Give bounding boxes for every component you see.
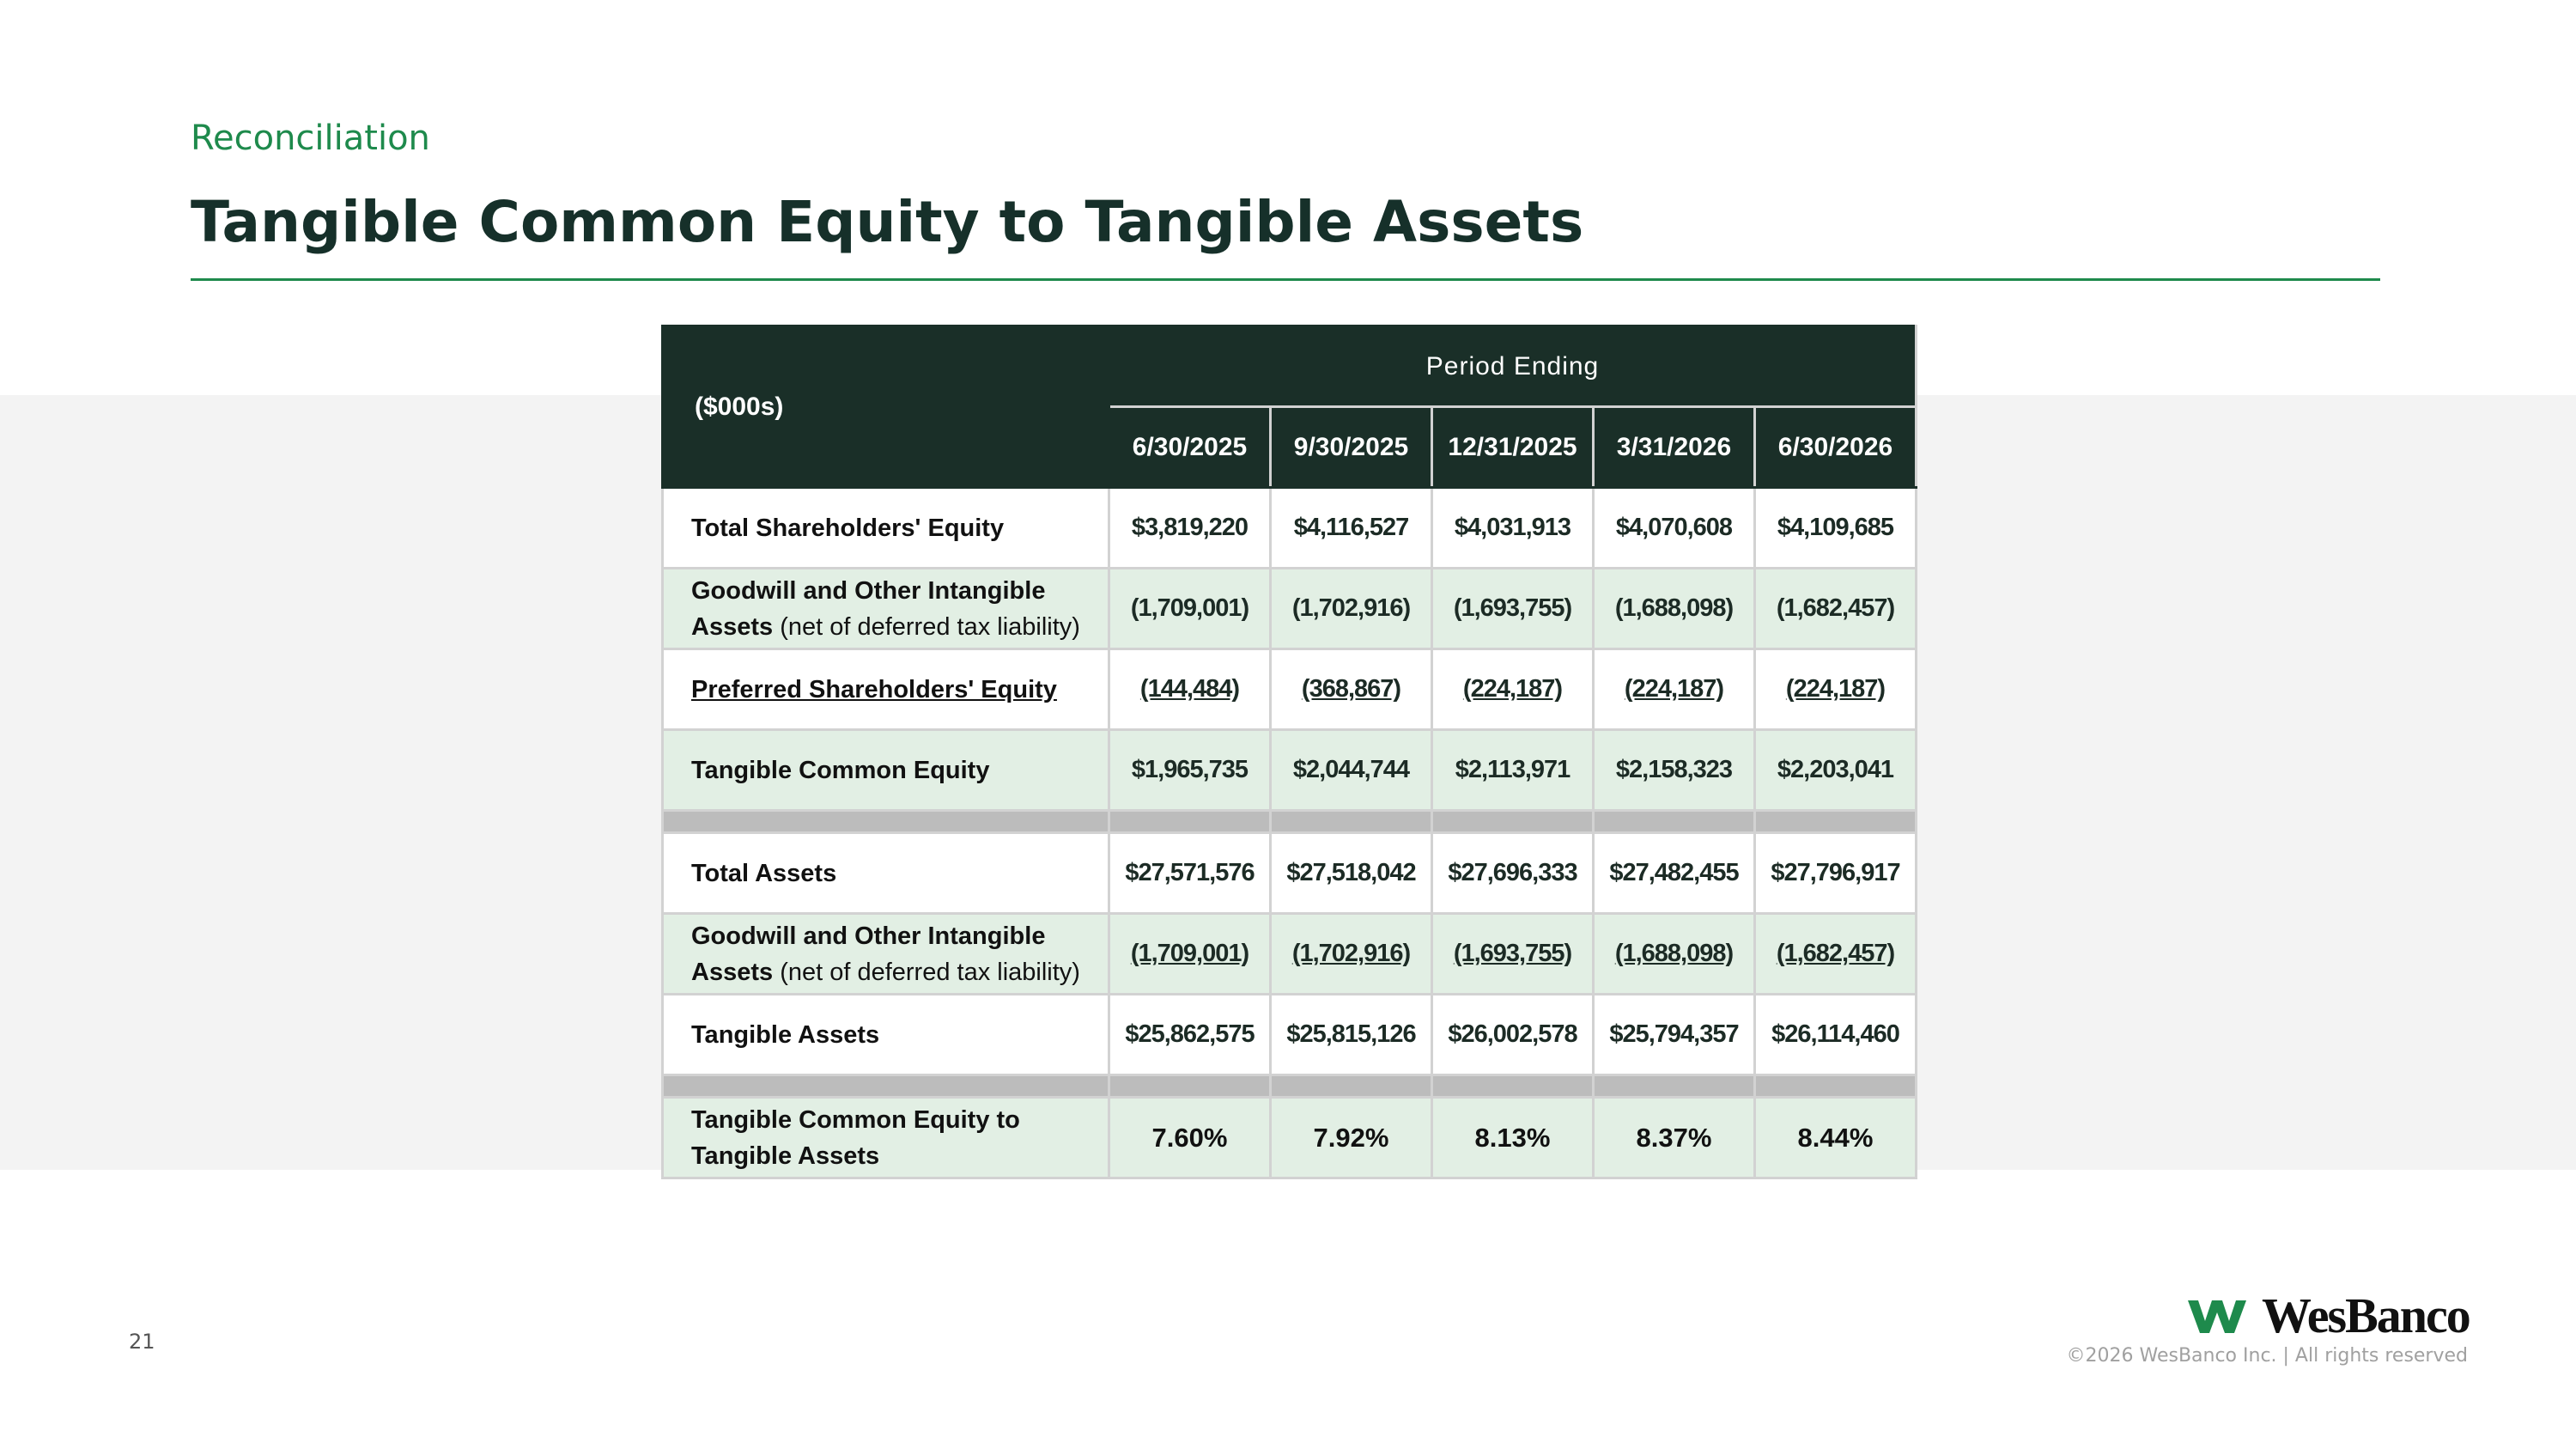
table-cell: (1,709,001) — [1109, 569, 1271, 649]
cell-value: (224,187) — [1785, 675, 1886, 703]
period-header: 3/31/2026 — [1594, 407, 1755, 488]
separator-cell — [1271, 1075, 1432, 1098]
table-row-preferred-equity — [663, 649, 1917, 730]
table-cell: 8.44% — [1755, 1098, 1917, 1178]
table-cell — [1755, 914, 1917, 995]
table-cell — [1432, 914, 1594, 995]
table-cell: $2,158,323 — [1594, 730, 1755, 811]
wesbanco-logo — [2188, 1287, 2470, 1344]
reconciliation-table — [661, 325, 1917, 1179]
separator-row — [663, 1075, 1917, 1098]
table-cell — [1271, 914, 1432, 995]
row-label — [663, 914, 1109, 995]
cell-value: (144,484) — [1139, 675, 1240, 703]
page-number: 21 — [129, 1330, 155, 1354]
table-row-goodwill — [663, 569, 1917, 649]
wesbanco-wordmark: WesBanco — [2262, 1288, 2470, 1343]
separator-cell — [1271, 811, 1432, 833]
row-label-main: Goodwill and Other Intangible Assets — [691, 922, 1046, 986]
row-label — [663, 569, 1109, 649]
cell-value: (1,688,098) — [1614, 940, 1734, 967]
table-cell: 8.13% — [1432, 1098, 1594, 1178]
table-cell: $27,518,042 — [1271, 833, 1432, 914]
table-cell: (1,682,457) — [1755, 569, 1917, 649]
wesbanco-logo-mark-icon — [2188, 1295, 2246, 1336]
table-row-total-assets — [663, 833, 1917, 914]
separator-cell — [1755, 811, 1917, 833]
table-cell — [1109, 914, 1271, 995]
table-cell — [1109, 649, 1271, 730]
table-cell — [1271, 649, 1432, 730]
table-cell: $4,109,685 — [1755, 488, 1917, 569]
cell-value: (1,682,457) — [1776, 940, 1895, 967]
separator-cell — [663, 811, 1109, 833]
table-cell — [1594, 649, 1755, 730]
table-row-tangible-assets — [663, 995, 1917, 1075]
table-cell: (1,688,098) — [1594, 569, 1755, 649]
period-header: 6/30/2026 — [1755, 407, 1917, 488]
cell-value: (1,709,001) — [1130, 940, 1249, 967]
table-cell: 8.37% — [1594, 1098, 1755, 1178]
table-cell: $1,965,735 — [1109, 730, 1271, 811]
table-cell: $27,696,333 — [1432, 833, 1594, 914]
section-kicker: Reconciliation — [191, 119, 430, 158]
row-label — [663, 649, 1109, 730]
table-cell: $25,815,126 — [1271, 995, 1432, 1075]
period-header: 6/30/2025 — [1109, 407, 1271, 488]
table-row-tce-ratio — [663, 1098, 1917, 1178]
table-cell — [1432, 649, 1594, 730]
copyright-notice: ©2026 WesBanco Inc. | All rights reserved — [2066, 1345, 2468, 1367]
separator-cell — [1594, 1075, 1755, 1098]
separator-cell — [1109, 1075, 1271, 1098]
table-cell: $4,070,608 — [1594, 488, 1755, 569]
table-cell — [1755, 649, 1917, 730]
title-divider — [191, 278, 2380, 281]
separator-row — [663, 811, 1917, 833]
table-cell: $4,031,913 — [1432, 488, 1594, 569]
table-cell — [1594, 914, 1755, 995]
table-cell: $27,571,576 — [1109, 833, 1271, 914]
page-title: Tangible Common Equity to Tangible Assets — [191, 189, 1584, 255]
row-label: Total Assets — [663, 833, 1109, 914]
table-cell: (1,702,916) — [1271, 569, 1432, 649]
table-row-tangible-common-equity — [663, 730, 1917, 811]
table-cell: $2,044,744 — [1271, 730, 1432, 811]
cell-value: (368,867) — [1301, 675, 1401, 703]
separator-cell — [1432, 811, 1594, 833]
cell-value: (1,702,916) — [1291, 940, 1411, 967]
row-label-note: (net of deferred tax liability) — [780, 612, 1080, 641]
separator-cell — [1432, 1075, 1594, 1098]
period-ending-header: Period Ending — [1109, 326, 1917, 407]
table-cell: $25,794,357 — [1594, 995, 1755, 1075]
separator-cell — [1109, 811, 1271, 833]
table-cell: $3,819,220 — [1109, 488, 1271, 569]
table-cell: 7.60% — [1109, 1098, 1271, 1178]
table-cell: $2,113,971 — [1432, 730, 1594, 811]
table-cell: 7.92% — [1271, 1098, 1432, 1178]
period-header: 9/30/2025 — [1271, 407, 1432, 488]
row-label: Total Shareholders' Equity — [663, 488, 1109, 569]
row-label-main: Goodwill and Other Intangible Assets — [691, 576, 1046, 641]
cell-value: (224,187) — [1624, 675, 1724, 703]
table-cell: $2,203,041 — [1755, 730, 1917, 811]
row-label: Tangible Common Equity to Tangible Assets — [663, 1098, 1109, 1178]
cell-value: (224,187) — [1462, 675, 1563, 703]
separator-cell — [663, 1075, 1109, 1098]
table-cell: $27,482,455 — [1594, 833, 1755, 914]
row-label: Tangible Common Equity — [663, 730, 1109, 811]
table-row-total-shareholders-equity — [663, 488, 1917, 569]
row-label-note: (net of deferred tax liability) — [780, 958, 1080, 986]
table-cell: $4,116,527 — [1271, 488, 1432, 569]
row-label-main: Preferred Shareholders' Equity — [691, 675, 1057, 703]
row-label: Tangible Assets — [663, 995, 1109, 1075]
separator-cell — [1594, 811, 1755, 833]
units-header: ($000s) — [663, 326, 1109, 488]
table-cell: $26,114,460 — [1755, 995, 1917, 1075]
table-cell: $25,862,575 — [1109, 995, 1271, 1075]
separator-cell — [1755, 1075, 1917, 1098]
table-cell: (1,693,755) — [1432, 569, 1594, 649]
table-cell: $26,002,578 — [1432, 995, 1594, 1075]
table-row-goodwill-2 — [663, 914, 1917, 995]
period-header: 12/31/2025 — [1432, 407, 1594, 488]
cell-value: (1,693,755) — [1453, 940, 1572, 967]
table-cell: $27,796,917 — [1755, 833, 1917, 914]
